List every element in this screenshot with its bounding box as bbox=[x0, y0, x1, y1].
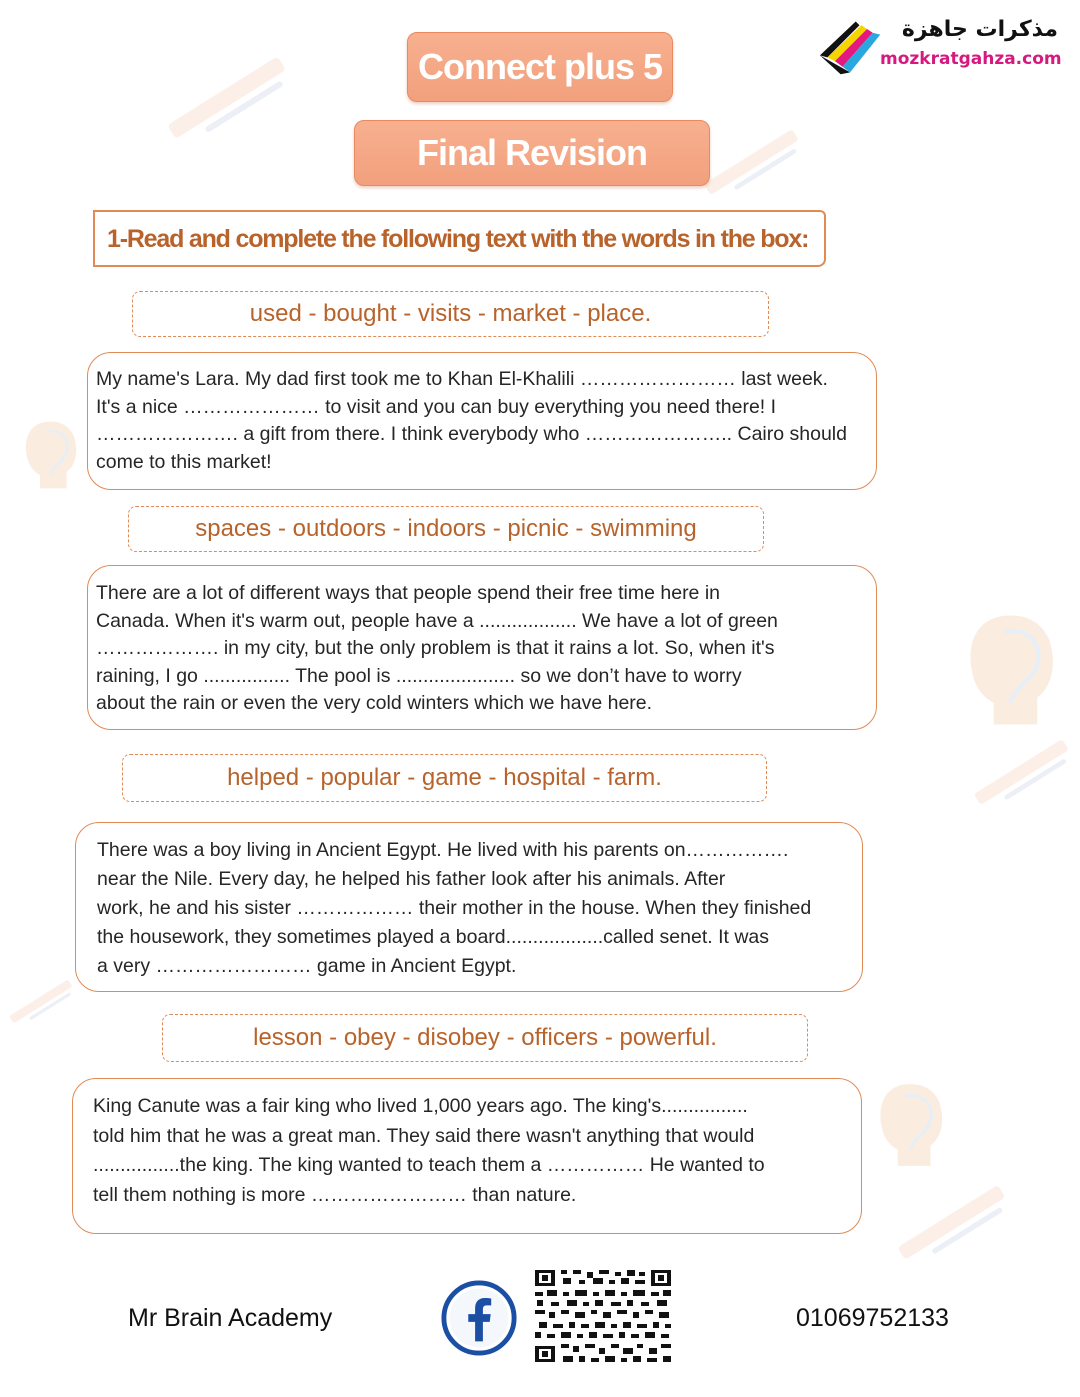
page-subtitle: Final Revision bbox=[416, 132, 648, 173]
watermark bbox=[880, 1170, 1020, 1270]
passage-box bbox=[72, 1078, 862, 1234]
word-list: helped - popular - game - hospital - farm. bbox=[227, 764, 662, 791]
word-list: used - bought - visits - market - place. bbox=[249, 300, 652, 327]
page-title: Connect plus 5 bbox=[417, 46, 663, 87]
passage-line: come to this market! bbox=[96, 450, 272, 473]
word-list: lesson - obey - disobey - officers - powerful. bbox=[253, 1024, 717, 1051]
passage-line: raining, I go ................ The pool is ...................... so we don’t have to worry bbox=[96, 664, 742, 687]
logo-url: mozkratgahza.com bbox=[880, 49, 1062, 69]
passage-line: ………………. in my city, but the only problem is that it rains a lot. So, when it's bbox=[96, 637, 775, 659]
passage-line: about the rain or even the very cold winters which we have here. bbox=[96, 692, 653, 714]
passage-line: a very …………………… game in Ancient Egypt. bbox=[97, 955, 517, 977]
word-box bbox=[162, 1014, 808, 1062]
passage-line: the housework, they sometimes played a board..................called senet. It was bbox=[97, 926, 769, 948]
word-box bbox=[128, 506, 764, 552]
word-box bbox=[122, 754, 767, 802]
brain-watermark-icon bbox=[870, 1080, 950, 1170]
passage-box bbox=[87, 565, 877, 730]
passage-box bbox=[87, 352, 877, 490]
passage-line: tell them nothing is more …………………… than nature. bbox=[93, 1183, 577, 1206]
watermark bbox=[0, 950, 80, 1050]
book-stripes-logo-icon bbox=[818, 14, 884, 78]
passage-line: Canada. When it's warm out, people have a .................. We have a lot of green bbox=[96, 609, 778, 632]
instruction-text: 1-Read and complete the following text with the words in the box: bbox=[107, 225, 809, 253]
footer-academy-name: Mr Brain Academy bbox=[128, 1304, 333, 1332]
watermark bbox=[960, 720, 1080, 820]
passage-line: My name's Lara. My dad first took me to Khan El-Khalili …………………… last week. bbox=[96, 368, 828, 390]
instruction-box bbox=[93, 210, 826, 267]
logo-arabic-text: مذكرات جاهزة bbox=[901, 17, 1058, 42]
passage-line: There was a boy living in Ancient Egypt. He lived with his parents on……………. bbox=[97, 839, 789, 861]
qr-code-icon[interactable] bbox=[533, 1268, 673, 1364]
watermark bbox=[150, 40, 300, 150]
passage-line: …………………. a gift from there. I think everybody who ………………….. Cairo should bbox=[96, 423, 847, 445]
passage-line: work, he and his sister ……………… their mother in the house. When they finished bbox=[97, 897, 812, 919]
word-list: spaces - outdoors - indoors - picnic - swimming bbox=[195, 515, 697, 542]
word-box bbox=[132, 291, 769, 337]
passage-line: ................the king. The king wanted to teach them a …………… He wanted to bbox=[93, 1154, 765, 1176]
passage-line: There are a lot of different ways that people spend their free time here in bbox=[96, 582, 720, 604]
footer-phone-number: 01069752133 bbox=[796, 1304, 949, 1332]
passage-box bbox=[75, 822, 863, 992]
passage-line: told him that he was a great man. They said there wasn't anything that would bbox=[93, 1124, 755, 1147]
subtitle-banner bbox=[354, 120, 710, 186]
title-banner bbox=[407, 32, 673, 102]
brain-watermark-icon bbox=[960, 610, 1060, 730]
passage-line: King Canute was a fair king who lived 1,000 years ago. The king's................ bbox=[93, 1095, 748, 1117]
facebook-icon[interactable] bbox=[440, 1279, 518, 1357]
brain-watermark-icon bbox=[20, 400, 80, 510]
passage-line: near the Nile. Every day, he helped his father look after his animals. After bbox=[97, 868, 726, 890]
passage-line: It's a nice ………………… to visit and you can buy everything you need there! I bbox=[96, 395, 777, 418]
